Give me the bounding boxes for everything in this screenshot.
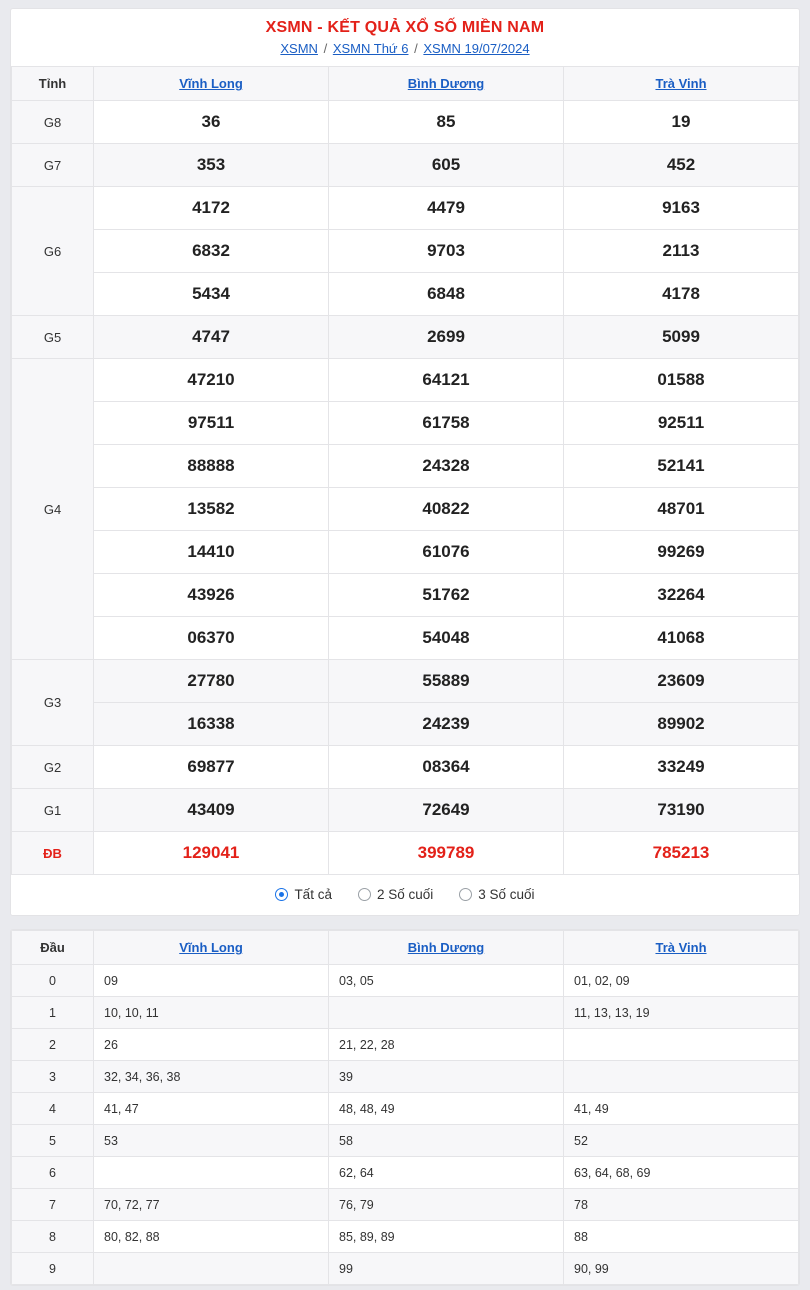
head-digit: 5 bbox=[12, 1125, 94, 1157]
column-header-province: Tỉnh bbox=[12, 67, 94, 101]
prize-number: 785213 bbox=[564, 832, 799, 875]
head-values: 26 bbox=[94, 1029, 329, 1061]
breadcrumb-separator: / bbox=[323, 41, 328, 56]
head-values: 48, 48, 49 bbox=[329, 1093, 564, 1125]
spacer bbox=[10, 916, 800, 929]
prize-label: G5 bbox=[12, 316, 94, 359]
table-row bbox=[12, 832, 799, 875]
head-row bbox=[12, 965, 799, 997]
prize-number: 16338 bbox=[94, 703, 329, 746]
link-vinh-long[interactable]: Vĩnh Long bbox=[179, 76, 243, 91]
head-values: 63, 64, 68, 69 bbox=[564, 1157, 799, 1189]
head-values: 88 bbox=[564, 1221, 799, 1253]
link-tra-vinh[interactable]: Trà Vinh bbox=[655, 76, 707, 91]
table-row bbox=[12, 187, 799, 230]
prize-number: 54048 bbox=[329, 617, 564, 660]
prize-number: 6832 bbox=[94, 230, 329, 273]
head-summary-table bbox=[11, 930, 799, 1285]
prize-number: 605 bbox=[329, 144, 564, 187]
head-row bbox=[12, 997, 799, 1029]
head-values: 01, 02, 09 bbox=[564, 965, 799, 997]
table-row bbox=[12, 703, 799, 746]
result-card bbox=[10, 8, 800, 916]
table-row bbox=[12, 316, 799, 359]
prize-number: 24239 bbox=[329, 703, 564, 746]
breadcrumb bbox=[11, 41, 799, 66]
head-values: 76, 79 bbox=[329, 1189, 564, 1221]
table-row bbox=[12, 230, 799, 273]
head-values: 62, 64 bbox=[329, 1157, 564, 1189]
prize-number: 52141 bbox=[564, 445, 799, 488]
head-values: 52 bbox=[564, 1125, 799, 1157]
prize-number: 92511 bbox=[564, 402, 799, 445]
prize-number: 85 bbox=[329, 101, 564, 144]
prize-number: 43926 bbox=[94, 574, 329, 617]
prize-number: 4172 bbox=[94, 187, 329, 230]
prize-number: 32264 bbox=[564, 574, 799, 617]
prize-number: 9703 bbox=[329, 230, 564, 273]
head-row bbox=[12, 1253, 799, 1285]
prize-number: 41068 bbox=[564, 617, 799, 660]
head-row bbox=[12, 1093, 799, 1125]
head-values: 70, 72, 77 bbox=[94, 1189, 329, 1221]
head-values: 58 bbox=[329, 1125, 564, 1157]
head-table-header-row bbox=[12, 931, 799, 965]
prize-number: 33249 bbox=[564, 746, 799, 789]
head-digit: 4 bbox=[12, 1093, 94, 1125]
prize-number: 47210 bbox=[94, 359, 329, 402]
radio-icon[interactable] bbox=[459, 888, 472, 901]
filter-option-all[interactable] bbox=[275, 887, 332, 902]
column-header-vinh-long-2 bbox=[94, 931, 329, 965]
breadcrumb-item-xsmn[interactable]: XSMN bbox=[280, 41, 318, 56]
filter-label-all: Tất cả bbox=[294, 887, 332, 902]
prize-number: 24328 bbox=[329, 445, 564, 488]
head-row bbox=[12, 1125, 799, 1157]
prize-number: 5099 bbox=[564, 316, 799, 359]
prize-number: 64121 bbox=[329, 359, 564, 402]
prize-number: 73190 bbox=[564, 789, 799, 832]
head-digit: 9 bbox=[12, 1253, 94, 1285]
prize-number: 14410 bbox=[94, 531, 329, 574]
lottery-result-table bbox=[11, 66, 799, 875]
table-row bbox=[12, 617, 799, 660]
head-values: 32, 34, 36, 38 bbox=[94, 1061, 329, 1093]
head-row bbox=[12, 1061, 799, 1093]
prize-number: 6848 bbox=[329, 273, 564, 316]
head-values: 78 bbox=[564, 1189, 799, 1221]
head-digit: 6 bbox=[12, 1157, 94, 1189]
radio-icon[interactable] bbox=[358, 888, 371, 901]
prize-label: ĐB bbox=[12, 832, 94, 875]
prize-label: G3 bbox=[12, 660, 94, 746]
prize-number: 399789 bbox=[329, 832, 564, 875]
head-values: 09 bbox=[94, 965, 329, 997]
head-digit: 0 bbox=[12, 965, 94, 997]
prize-number: 13582 bbox=[94, 488, 329, 531]
lottery-result-body bbox=[12, 101, 799, 875]
filter-label-3-digits: 3 Số cuối bbox=[478, 887, 535, 902]
link-binh-duong[interactable]: Bình Dương bbox=[407, 76, 485, 91]
table-row bbox=[12, 574, 799, 617]
prize-number: 19 bbox=[564, 101, 799, 144]
head-digit: 2 bbox=[12, 1029, 94, 1061]
link-vinh-long-2[interactable]: Vĩnh Long bbox=[179, 940, 243, 955]
head-values: 41, 49 bbox=[564, 1093, 799, 1125]
head-summary-body bbox=[12, 965, 799, 1285]
breadcrumb-item-date[interactable]: XSMN 19/07/2024 bbox=[423, 41, 530, 56]
prize-number: 2699 bbox=[329, 316, 564, 359]
table-row bbox=[12, 660, 799, 703]
prize-number: 4747 bbox=[94, 316, 329, 359]
filter-option-3-digits[interactable] bbox=[459, 887, 534, 902]
prize-number: 353 bbox=[94, 144, 329, 187]
prize-number: 89902 bbox=[564, 703, 799, 746]
prize-number: 129041 bbox=[94, 832, 329, 875]
prize-number: 01588 bbox=[564, 359, 799, 402]
page-title: XSMN - KẾT QUẢ XỔ SỐ MIỀN NAM bbox=[265, 19, 545, 36]
breadcrumb-item-weekday[interactable]: XSMN Thứ 6 bbox=[332, 41, 409, 56]
filter-radio-group bbox=[11, 875, 799, 915]
radio-icon[interactable] bbox=[275, 888, 288, 901]
head-digit: 1 bbox=[12, 997, 94, 1029]
prize-number: 51762 bbox=[329, 574, 564, 617]
prize-number: 48701 bbox=[564, 488, 799, 531]
head-values bbox=[564, 1061, 799, 1093]
prize-number: 88888 bbox=[94, 445, 329, 488]
head-values: 03, 05 bbox=[329, 965, 564, 997]
prize-number: 06370 bbox=[94, 617, 329, 660]
prize-number: 27780 bbox=[94, 660, 329, 703]
head-values: 85, 89, 89 bbox=[329, 1221, 564, 1253]
column-header-binh-duong-2 bbox=[329, 931, 564, 965]
prize-label: G8 bbox=[12, 101, 94, 144]
prize-label: G1 bbox=[12, 789, 94, 832]
table-row bbox=[12, 789, 799, 832]
table-row bbox=[12, 273, 799, 316]
link-tra-vinh-2[interactable]: Trà Vinh bbox=[655, 940, 707, 955]
table-row bbox=[12, 746, 799, 789]
breadcrumb-separator: / bbox=[414, 41, 418, 56]
prize-number: 452 bbox=[564, 144, 799, 187]
prize-number: 99269 bbox=[564, 531, 799, 574]
prize-number: 61076 bbox=[329, 531, 564, 574]
head-values: 41, 47 bbox=[94, 1093, 329, 1125]
prize-number: 97511 bbox=[94, 402, 329, 445]
filter-option-2-digits[interactable] bbox=[358, 887, 433, 902]
head-values: 11, 13, 13, 19 bbox=[564, 997, 799, 1029]
column-header-tra-vinh-2 bbox=[564, 931, 799, 965]
head-values: 80, 82, 88 bbox=[94, 1221, 329, 1253]
head-row bbox=[12, 1221, 799, 1253]
prize-label: G7 bbox=[12, 144, 94, 187]
table-row bbox=[12, 144, 799, 187]
head-row bbox=[12, 1029, 799, 1061]
head-values bbox=[94, 1253, 329, 1285]
prize-number: 08364 bbox=[329, 746, 564, 789]
head-values: 99 bbox=[329, 1253, 564, 1285]
column-header-tra-vinh bbox=[564, 67, 799, 101]
table-row bbox=[12, 531, 799, 574]
prize-number: 23609 bbox=[564, 660, 799, 703]
prize-number: 40822 bbox=[329, 488, 564, 531]
head-digit: 8 bbox=[12, 1221, 94, 1253]
head-values: 90, 99 bbox=[564, 1253, 799, 1285]
head-tail-card bbox=[10, 929, 800, 1286]
filter-label-2-digits: 2 Số cuối bbox=[376, 887, 434, 902]
head-digit: 3 bbox=[12, 1061, 94, 1093]
table-row bbox=[12, 488, 799, 531]
prize-number: 43409 bbox=[94, 789, 329, 832]
prize-label: G4 bbox=[12, 359, 94, 660]
head-row bbox=[12, 1157, 799, 1189]
table-row bbox=[12, 402, 799, 445]
head-values: 53 bbox=[94, 1125, 329, 1157]
table-row bbox=[12, 445, 799, 488]
head-values bbox=[94, 1157, 329, 1189]
head-digit: 7 bbox=[12, 1189, 94, 1221]
prize-number: 2113 bbox=[564, 230, 799, 273]
prize-number: 55889 bbox=[329, 660, 564, 703]
prize-number: 4178 bbox=[564, 273, 799, 316]
head-values bbox=[329, 997, 564, 1029]
prize-number: 36 bbox=[94, 101, 329, 144]
head-values: 21, 22, 28 bbox=[329, 1029, 564, 1061]
column-header-dau: Đầu bbox=[12, 931, 94, 965]
table-row bbox=[12, 359, 799, 402]
prize-number: 4479 bbox=[329, 187, 564, 230]
link-binh-duong-2[interactable]: Bình Dương bbox=[407, 940, 485, 955]
head-values bbox=[564, 1029, 799, 1061]
table-header-row bbox=[12, 67, 799, 101]
column-header-binh-duong bbox=[329, 67, 564, 101]
prize-label: G2 bbox=[12, 746, 94, 789]
prize-number: 9163 bbox=[564, 187, 799, 230]
prize-label: G6 bbox=[12, 187, 94, 316]
prize-number: 69877 bbox=[94, 746, 329, 789]
column-header-vinh-long bbox=[94, 67, 329, 101]
prize-number: 61758 bbox=[329, 402, 564, 445]
head-row bbox=[12, 1189, 799, 1221]
head-values: 10, 10, 11 bbox=[94, 997, 329, 1029]
prize-number: 5434 bbox=[94, 273, 329, 316]
head-values: 39 bbox=[329, 1061, 564, 1093]
prize-number: 72649 bbox=[329, 789, 564, 832]
table-row bbox=[12, 101, 799, 144]
